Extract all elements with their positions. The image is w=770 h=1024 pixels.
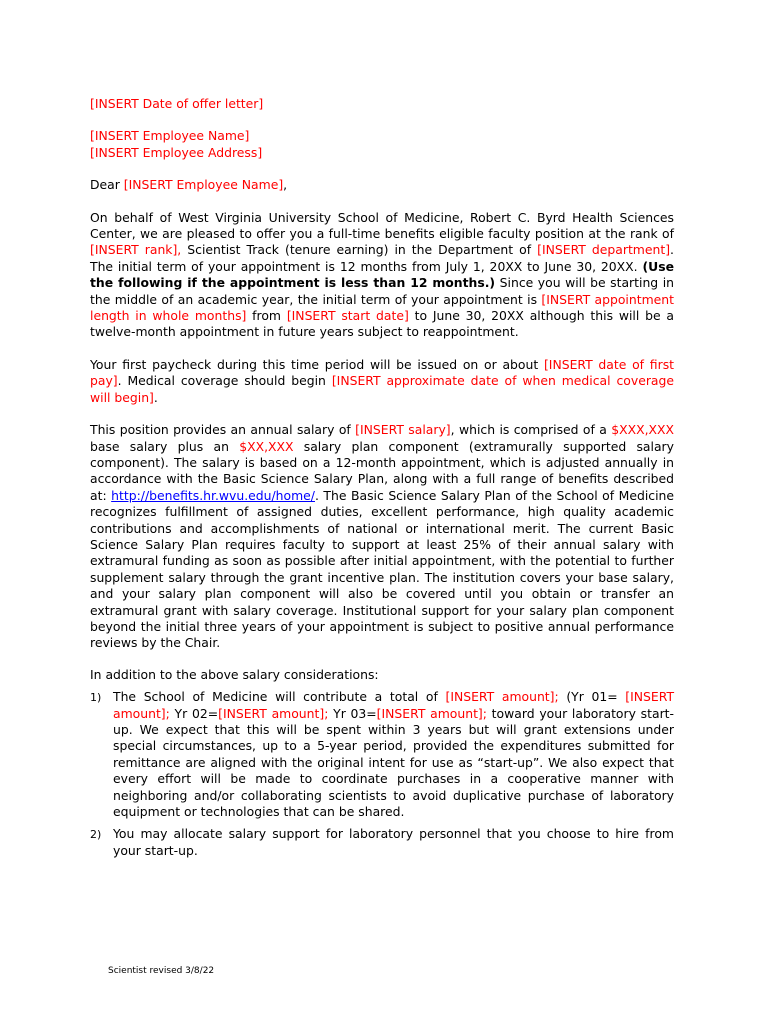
offer-date: [INSERT Date of offer letter] <box>90 96 264 111</box>
yr3-amount-placeholder: [INSERT amount]; <box>376 705 487 721</box>
footer-revision: Scientist revised 3/8/22 <box>108 966 215 976</box>
yr2-amount-placeholder: [INSERT amount]; <box>218 705 329 721</box>
paragraph-appointment: On behalf of West Virginia University School of Medicine, Robert C. Byrd Health Sciences Center, we are pleased to offer you a full-time benefits eligible faculty position at the rank of [INSERT rank], Scientist Track (tenure earning) in the Department of [INSERT department]. The initial term of your appointment is 12 months from July 1, 20XX to June 30, 20XX. (Use the following if the appointment is less than 12 months.) Since you will be starting in the middle of an academic year, the initial term of your appointment is [INSERT appointment length in whole months] from [INSERT start date] to June 30, 20XX although this will be a twelve-month appointment in future years subject to reappointment. <box>90 209 675 340</box>
benefits-link[interactable]: http://benefits.hr.wvu.edu/home/ <box>111 487 315 503</box>
letter-body <box>90 96 674 859</box>
list-item-personnel: 2) You may allocate salary support for laboratory personnel that you choose to hire from your start-up. <box>90 826 674 858</box>
rank-placeholder: [INSERT rank], <box>90 242 182 258</box>
coverage-placeholder: [INSERT approximate date of when medical coverage will begin] <box>90 373 675 405</box>
employee-name: [INSERT Employee Name] <box>90 128 250 144</box>
salutation: Dear [INSERT Employee Name], <box>90 177 288 193</box>
paragraph-considerations: In addition to the above salary considerations: <box>90 666 379 682</box>
bold-instruction: (Use the following if the appointment is less than 12 months.) <box>90 258 674 291</box>
first-pay-placeholder: [INSERT date of first pay] <box>90 356 675 389</box>
salutation-name: [INSERT Employee Name] <box>123 177 284 193</box>
list-number: 2) <box>90 828 102 842</box>
plan-component-placeholder: $XX,XXX <box>239 438 294 454</box>
paragraph-paycheck: Your first paycheck during this time period will be issued on or about [INSERT date of first pay]. Medical coverage should begin [INSERT approximate date of when medical coverage will begin]. <box>90 356 675 405</box>
base-salary-placeholder: $XXX,XXX <box>611 422 674 438</box>
department-placeholder: [INSERT department] <box>537 242 671 258</box>
salary-placeholder: [INSERT salary] <box>355 422 451 438</box>
total-amount-placeholder: [INSERT amount]; <box>445 689 559 705</box>
employee-address: [INSERT Employee Address] <box>90 144 263 160</box>
paragraph-salary: This position provides an annual salary of [INSERT salary], which is comprised of a $XXX,XXX base salary plus an $XX,XXX salary plan component (extramurally supported salary component). The salary is based on a 12-month appointment, which is adjusted annually in accordance with the Basic Science Salary Plan, along with a full range of benefits described at: http://benefits.hr.wvu.edu/home/. The Basic Science Salary Plan of the School of Medicine recognizes fulfillment of assigned duties, excellent performance, high quality academic contributions and accomplishments of national or international merit. The current Basic Science Salary Plan requires faculty to support at least 25% of their annual salary with extramural funding as soon as possible after initial appointment, with the potential to further supplement salary through the grant incentive plan. The institution covers your base salary, and your salary plan component will also be covered until you obtain or transfer an extramural grant with salary coverage. Institutional support for your salary plan component beyond the initial three years of your appointment is subject to positive annual performance reviews by the Chair. <box>90 422 674 651</box>
list-number: 1) <box>90 691 102 705</box>
length-placeholder: [INSERT appointment length in whole months] <box>90 291 674 324</box>
start-date-placeholder: [INSERT start date] <box>286 308 409 324</box>
yr1-amount-placeholder: [INSERT amount]; <box>113 689 675 721</box>
list-item-startup: 1) The School of Medicine will contribute a total of [INSERT amount]; (Yr 01= [INSERT amount]; Yr 02=[INSERT amount]; Yr 03=[INSERT amount]; toward your laboratory start-up. We expect that this will be spent within 3 years but will grant extensions under special circumstances, up to a 5-year period, provided the expenditures submitted for remittance are aligned with the original intent for use as “start-up”. We also expect that every effort will be made to coordinate purchases in a cooperative manner with neighboring and/or collaborating scientists to avoid duplicative purchase of laboratory equipment or technologies that can be shared. <box>90 689 675 820</box>
